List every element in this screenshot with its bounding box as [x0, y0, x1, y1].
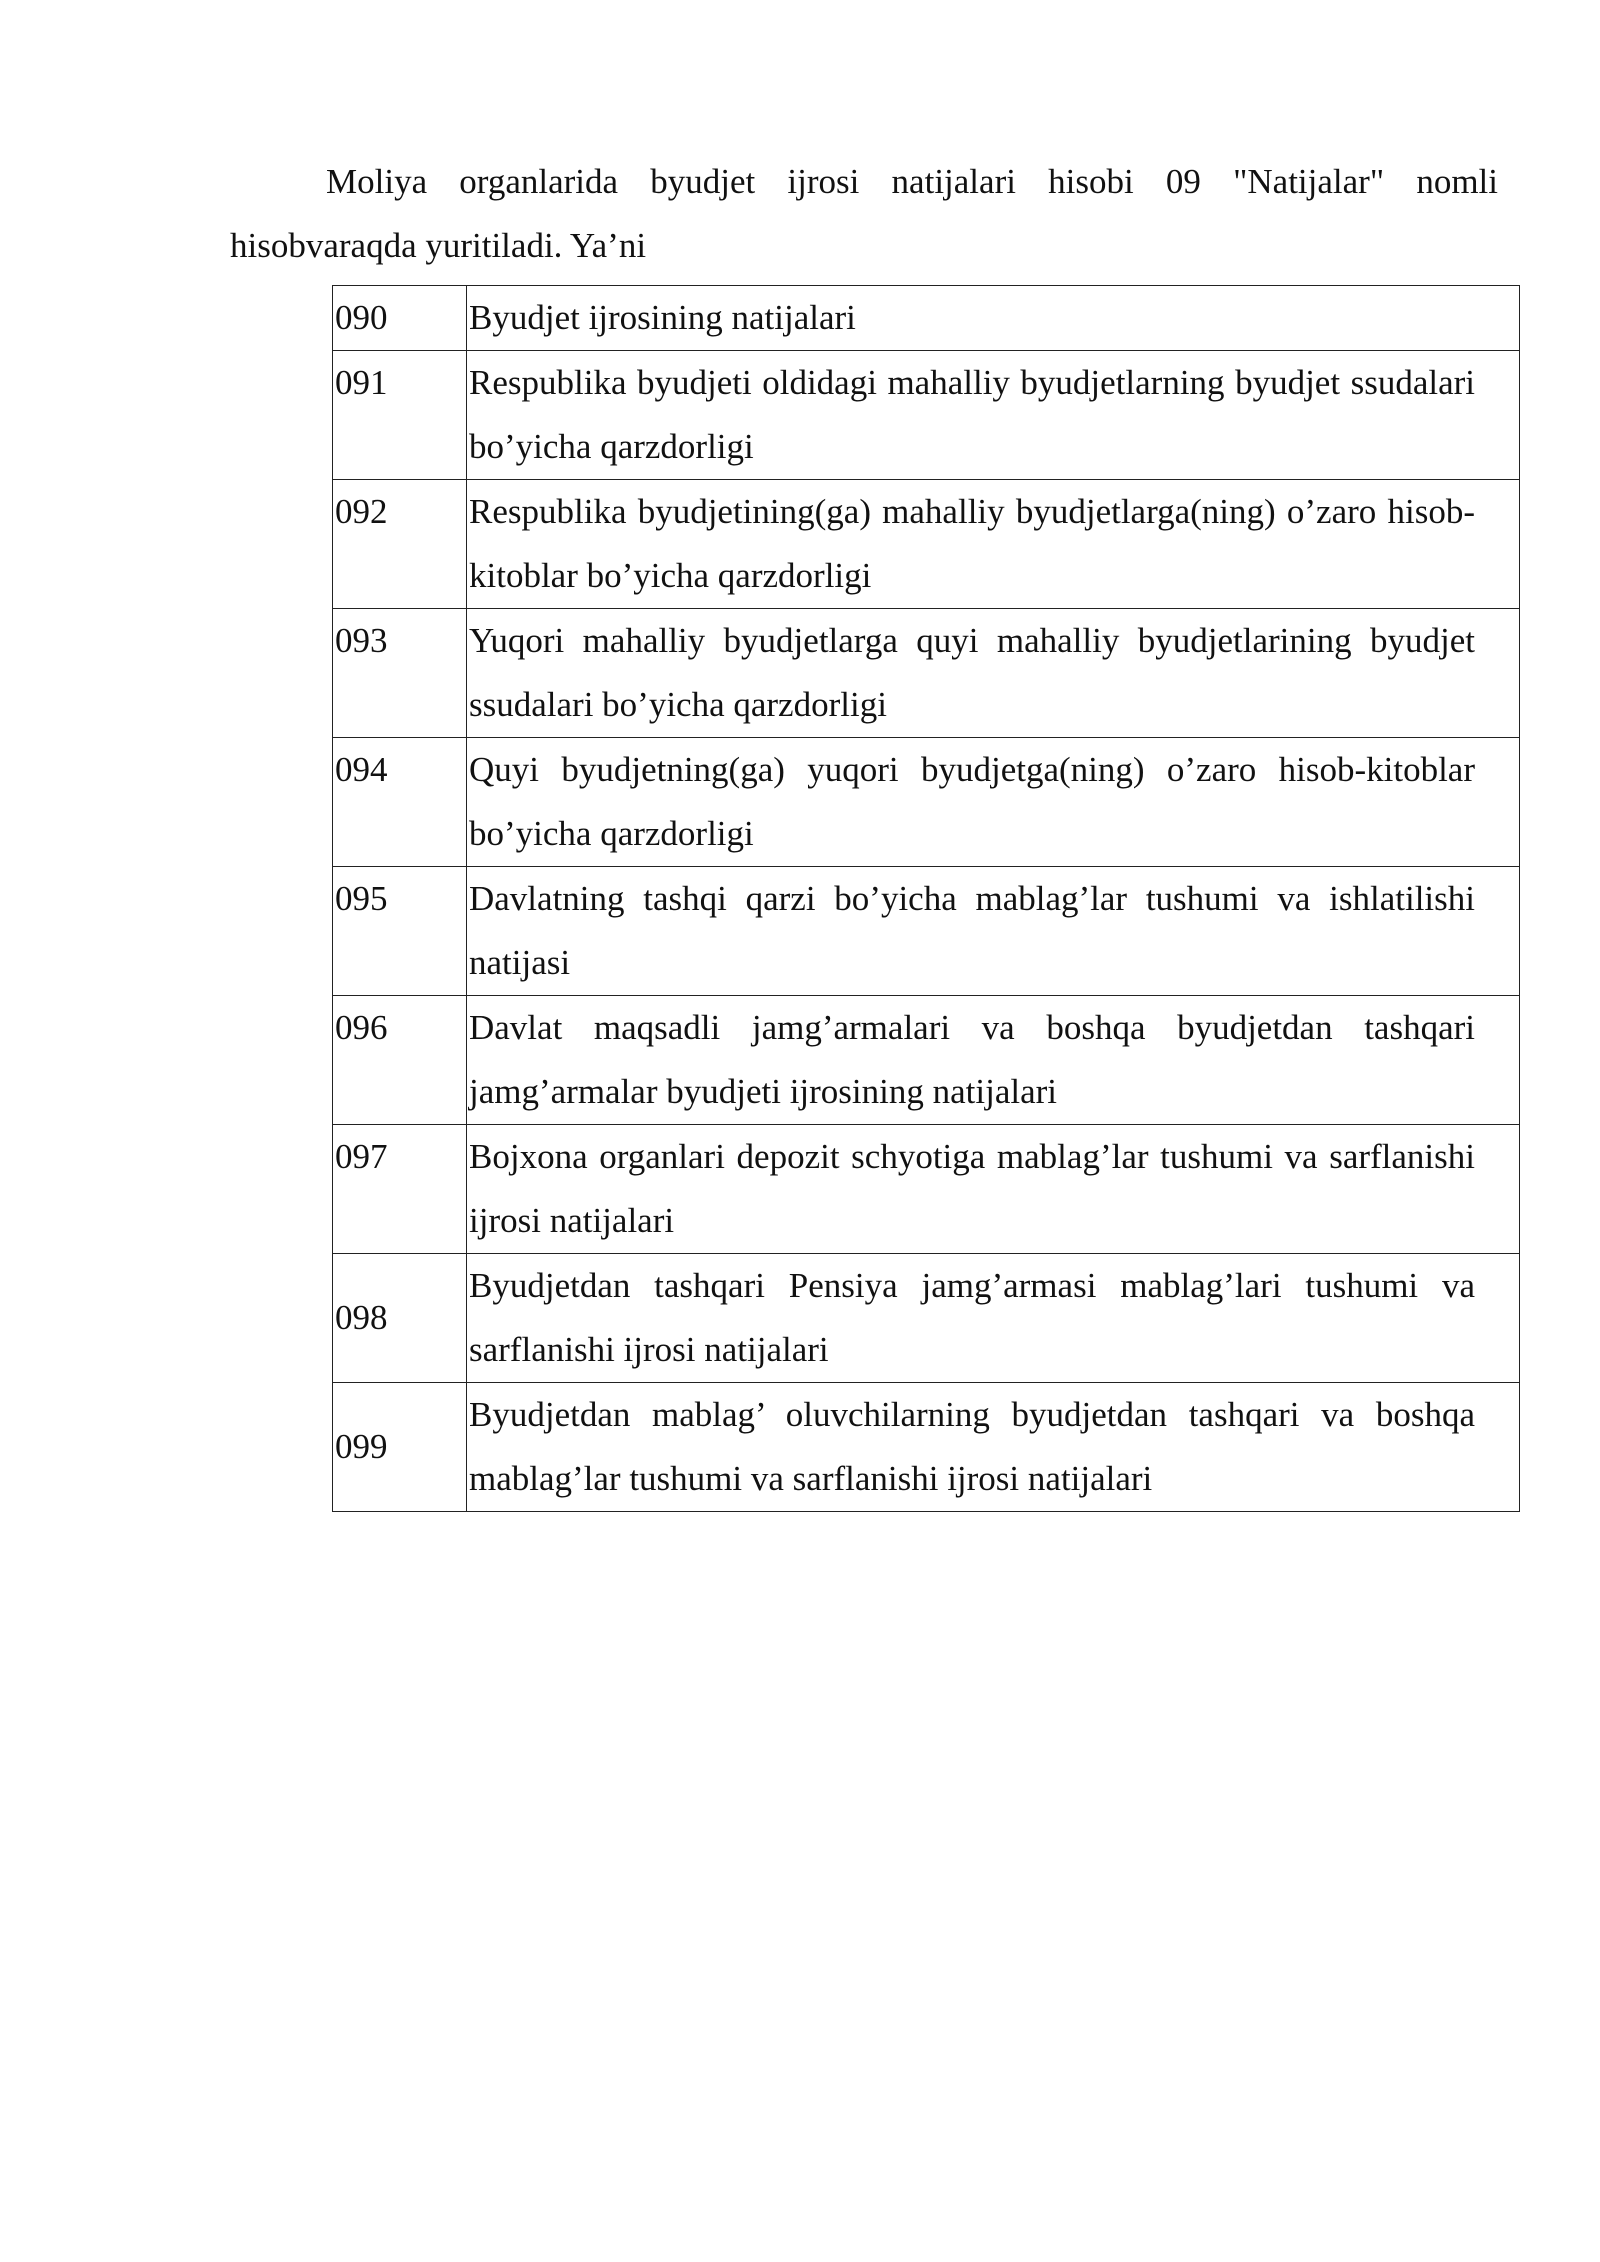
table-row	[333, 738, 1520, 867]
account-description: Davlatning tashqi qarzi bo’yicha mablag’lar tushumi va ishlatilishi natijasi	[467, 867, 1520, 996]
table-row	[333, 996, 1520, 1125]
account-description: Bojxona organlari depozit schyotiga mablag’lar tushumi va sarflanishi ijrosi natijalari	[467, 1125, 1520, 1254]
account-code: 097	[333, 1125, 467, 1254]
table-row	[333, 480, 1520, 609]
intro-paragraph: Moliya organlarida byudjet ijrosi natijalari hisobi 09 "Natijalar" nomli hisobvaraqda yuritiladi. Ya’ni	[230, 162, 1498, 265]
table-row	[333, 1125, 1520, 1254]
account-description: Quyi byudjetning(ga) yuqori byudjetga(ning) o’zaro hisob-kitoblar bo’yicha qarzdorligi	[467, 738, 1520, 867]
account-code: 096	[333, 996, 467, 1125]
account-description: Yuqori mahalliy byudjetlarga quyi mahalliy byudjetlarining byudjet ssudalari bo’yicha qarzdorligi	[467, 609, 1520, 738]
account-code: 092	[333, 480, 467, 609]
account-code: 099	[333, 1383, 467, 1512]
account-code: 093	[333, 609, 467, 738]
account-code: 091	[333, 351, 467, 480]
table-row	[333, 867, 1520, 996]
account-description: Byudjetdan mablag’ oluvchilarning byudjetdan tashqari va boshqa mablag’lar tushumi va sarflanishi ijrosi natijalari	[467, 1383, 1520, 1512]
table-row	[333, 286, 1520, 351]
table-row	[333, 351, 1520, 480]
account-code: 094	[333, 738, 467, 867]
account-code: 090	[333, 286, 467, 351]
account-description: Respublika byudjeti oldidagi mahalliy byudjetlarning byudjet ssudalari bo’yicha qarzdorligi	[467, 351, 1520, 480]
accounts-table	[332, 285, 1520, 1512]
account-code: 098	[333, 1254, 467, 1383]
account-description: Davlat maqsadli jamg’armalari va boshqa byudjetdan tashqari jamg’armalar byudjeti ijrosining natijalari	[467, 996, 1520, 1125]
account-code: 095	[333, 867, 467, 996]
table-row	[333, 609, 1520, 738]
table-row	[333, 1254, 1520, 1383]
account-description: Byudjetdan tashqari Pensiya jamg’armasi mablag’lari tushumi va sarflanishi ijrosi natijalari	[467, 1254, 1520, 1383]
account-description: Byudjet ijrosining natijalari	[467, 286, 1520, 351]
table-row	[333, 1383, 1520, 1512]
account-description: Respublika byudjetining(ga) mahalliy byudjetlarga(ning) o’zaro hisob-kitoblar bo’yicha qarzdorligi	[467, 480, 1520, 609]
